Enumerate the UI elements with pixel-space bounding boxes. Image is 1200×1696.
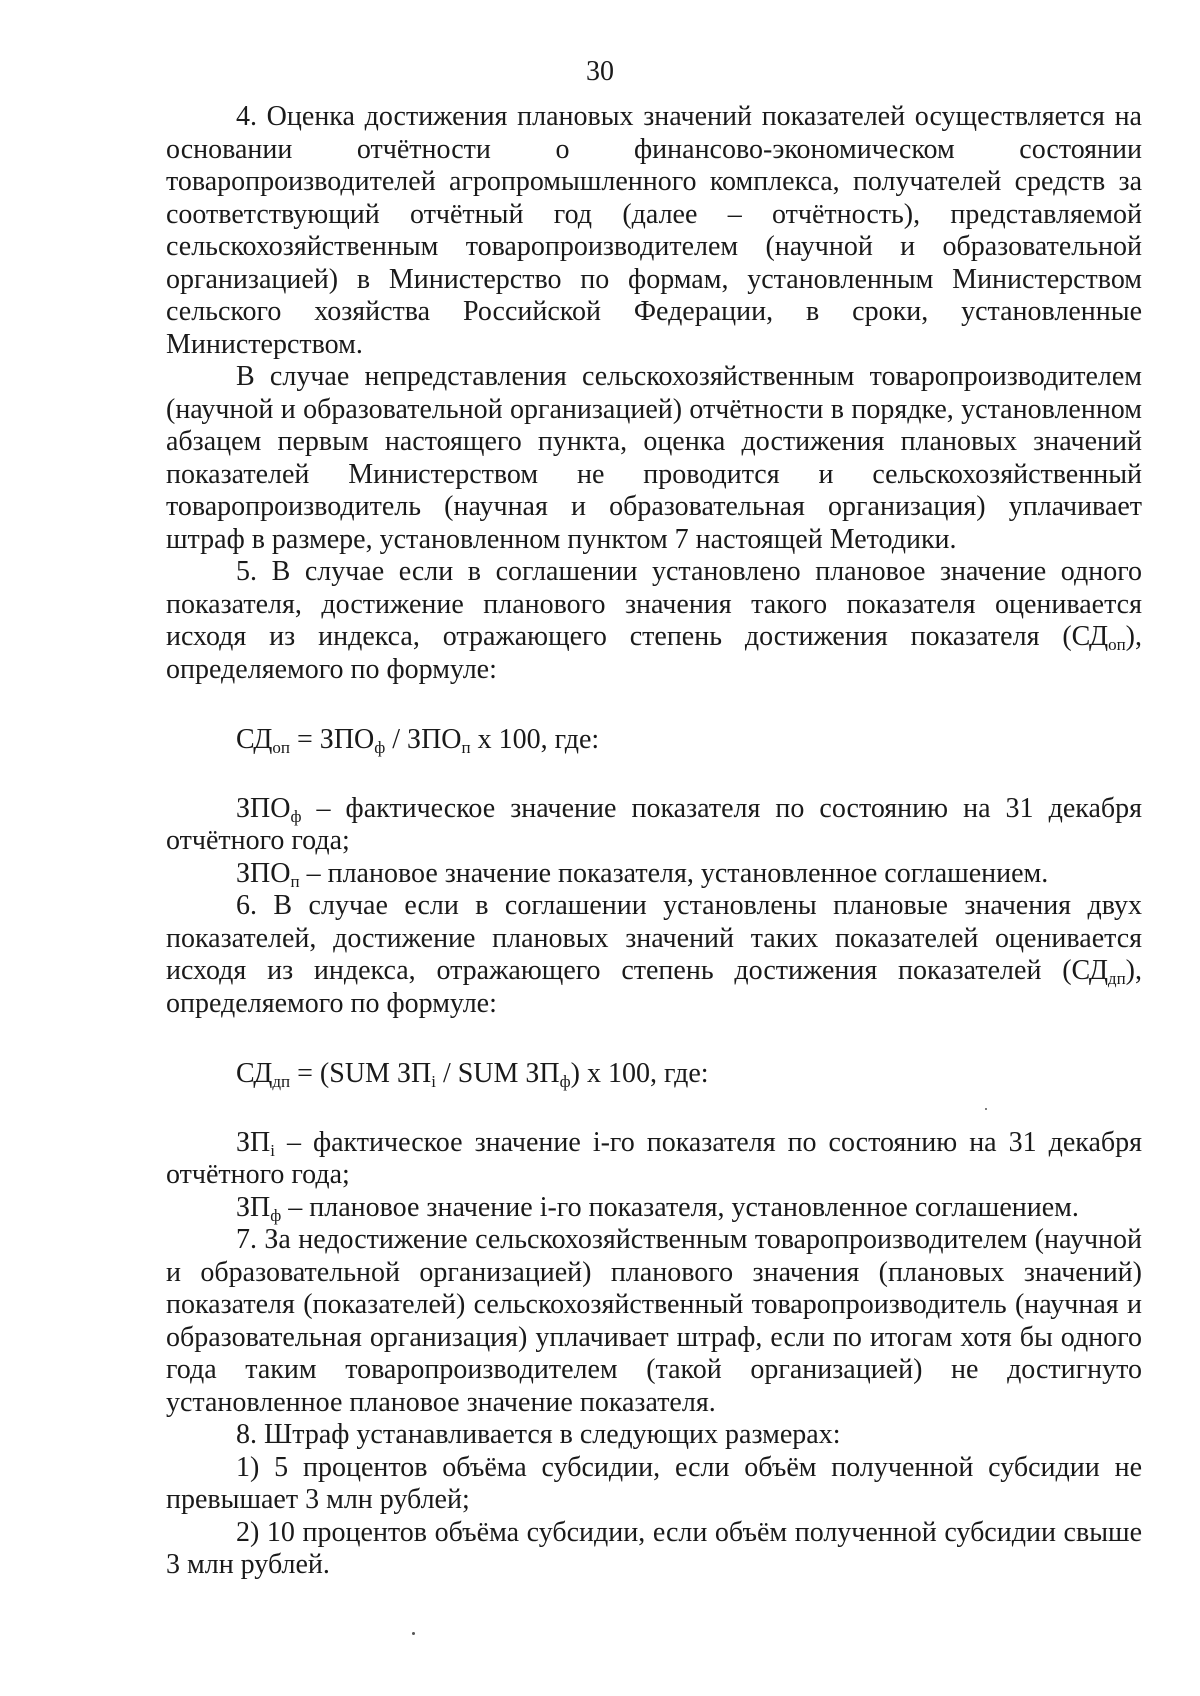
definition-actual-i-value [166,1127,1142,1192]
definition-term: ЗПО [236,857,291,889]
formula-single-indicator [166,724,1142,757]
definition-term: ЗП [236,1126,271,1158]
formula-part: = ЗПО [290,724,375,755]
formula-part: СД [236,1058,273,1089]
definition-planned-value [166,858,1142,891]
subscript: ф [559,1072,571,1091]
paragraph-5 [166,556,1142,686]
paragraph-6-tail: ), определяемого по формуле: [166,955,1142,1019]
subscript: i [270,1140,275,1160]
paragraph-5-tail: ), определяемого по формуле: [166,621,1142,685]
paragraph-8-item-2: 2) 10 процентов объёма субсидии, если объём полученной субсидии свыше 3 млн рублей. [166,1516,1142,1580]
paragraph-8: 8. Штраф устанавливается в следующих размерах: [236,1419,841,1450]
definition-term: ЗПО [236,792,291,824]
subscript: ф [290,806,302,826]
formula-part: ) х 100, где: [570,1058,709,1089]
paragraph-4-second: В случае непредставления сельскохозяйственным товаропроизводителем (научной и образовательной организацией) отчётности в порядке, установленном абзацем первым настоящего пункта, оценка достижения плановых значений показателей Министерством не проводится и сельскохозяйственный товаропроизводитель (научная и образовательная организация) уплачивает штраф в размере, установленном пунктом 7 настоящей Методики. [166,361,1142,555]
definition-planned-i-value [166,1192,1142,1225]
subscript: ф [374,738,386,757]
paragraph-5-text: 5. В случае если в соглашении установлено плановое значение одного показателя, достижение планового значения такого показателя оценивается исходя из индекса, отражающего степень достижения показателя (СД [166,556,1142,652]
document-body [166,101,1142,1582]
subscript: дп [272,1072,291,1091]
formula-part: = (SUM ЗП [290,1058,432,1089]
subscript: i [431,1072,436,1091]
formula-two-indicators [166,1058,1142,1091]
scan-speck [412,1632,415,1635]
definition-text: – фактическое значение показателя по состоянию на 31 декабря отчётного года; [166,792,1142,856]
subscript: п [290,871,300,891]
formula-part: / SUM ЗП [435,1058,560,1089]
definition-text: – плановое значение показателя, установленное соглашением. [299,857,1049,889]
page-number: 30 [586,56,614,87]
scan-speck [985,1108,987,1110]
subscript: ф [270,1205,282,1225]
subscript: оп [272,738,290,757]
subscript: дп [1107,969,1126,988]
formula-part: СД [236,724,273,755]
definition-term: ЗП [236,1191,271,1223]
subscript: п [461,738,471,757]
definition-actual-value [166,793,1142,858]
definition-text: – плановое значение i-го показателя, установленное соглашением. [281,1191,1079,1223]
subscript: оп [1108,635,1126,654]
paragraph-7: 7. За недостижение сельскохозяйственным товаропроизводителем (научной и образовательной организацией) планового значения (плановых значений) показателя (показателей) сельскохозяйственный товаропроизводитель (научная и образовательная организация) уплачивает штраф, если по итогам хотя бы одного года таким товаропроизводителем (такой организацией) не достигнуто установленное плановое значение показателя. [166,1224,1142,1418]
formula-part: х 100, где: [470,724,600,755]
formula-part: / ЗПО [385,724,462,755]
paragraph-6 [166,890,1142,1020]
paragraph-6-text: 6. В случае если в соглашении установлены плановые значения двух показателей, достижение плановых значений таких показателей оценивается исходя из индекса, отражающего степень достижения показателей (СД [166,890,1142,986]
paragraph-8-item-1: 1) 5 процентов объёма субсидии, если объём полученной субсидии не превышает 3 млн рублей; [166,1451,1142,1515]
paragraph-4: 4. Оценка достижения плановых значений показателей осуществляется на основании отчётности о финансово-экономическом состоянии товаропроизводителей агропромышленного комплекса, получателей средств за соответствующий отчётный год (далее – отчётность), представляемой сельскохозяйственным товаропроизводителем (научной и образовательной организацией) в Министерство по формам, установленным Министерством сельского хозяйства Российской Федерации, в сроки, установленные Министерством. [166,101,1142,360]
definition-text: – фактическое значение i-го показателя по состоянию на 31 декабря отчётного года; [166,1126,1142,1190]
